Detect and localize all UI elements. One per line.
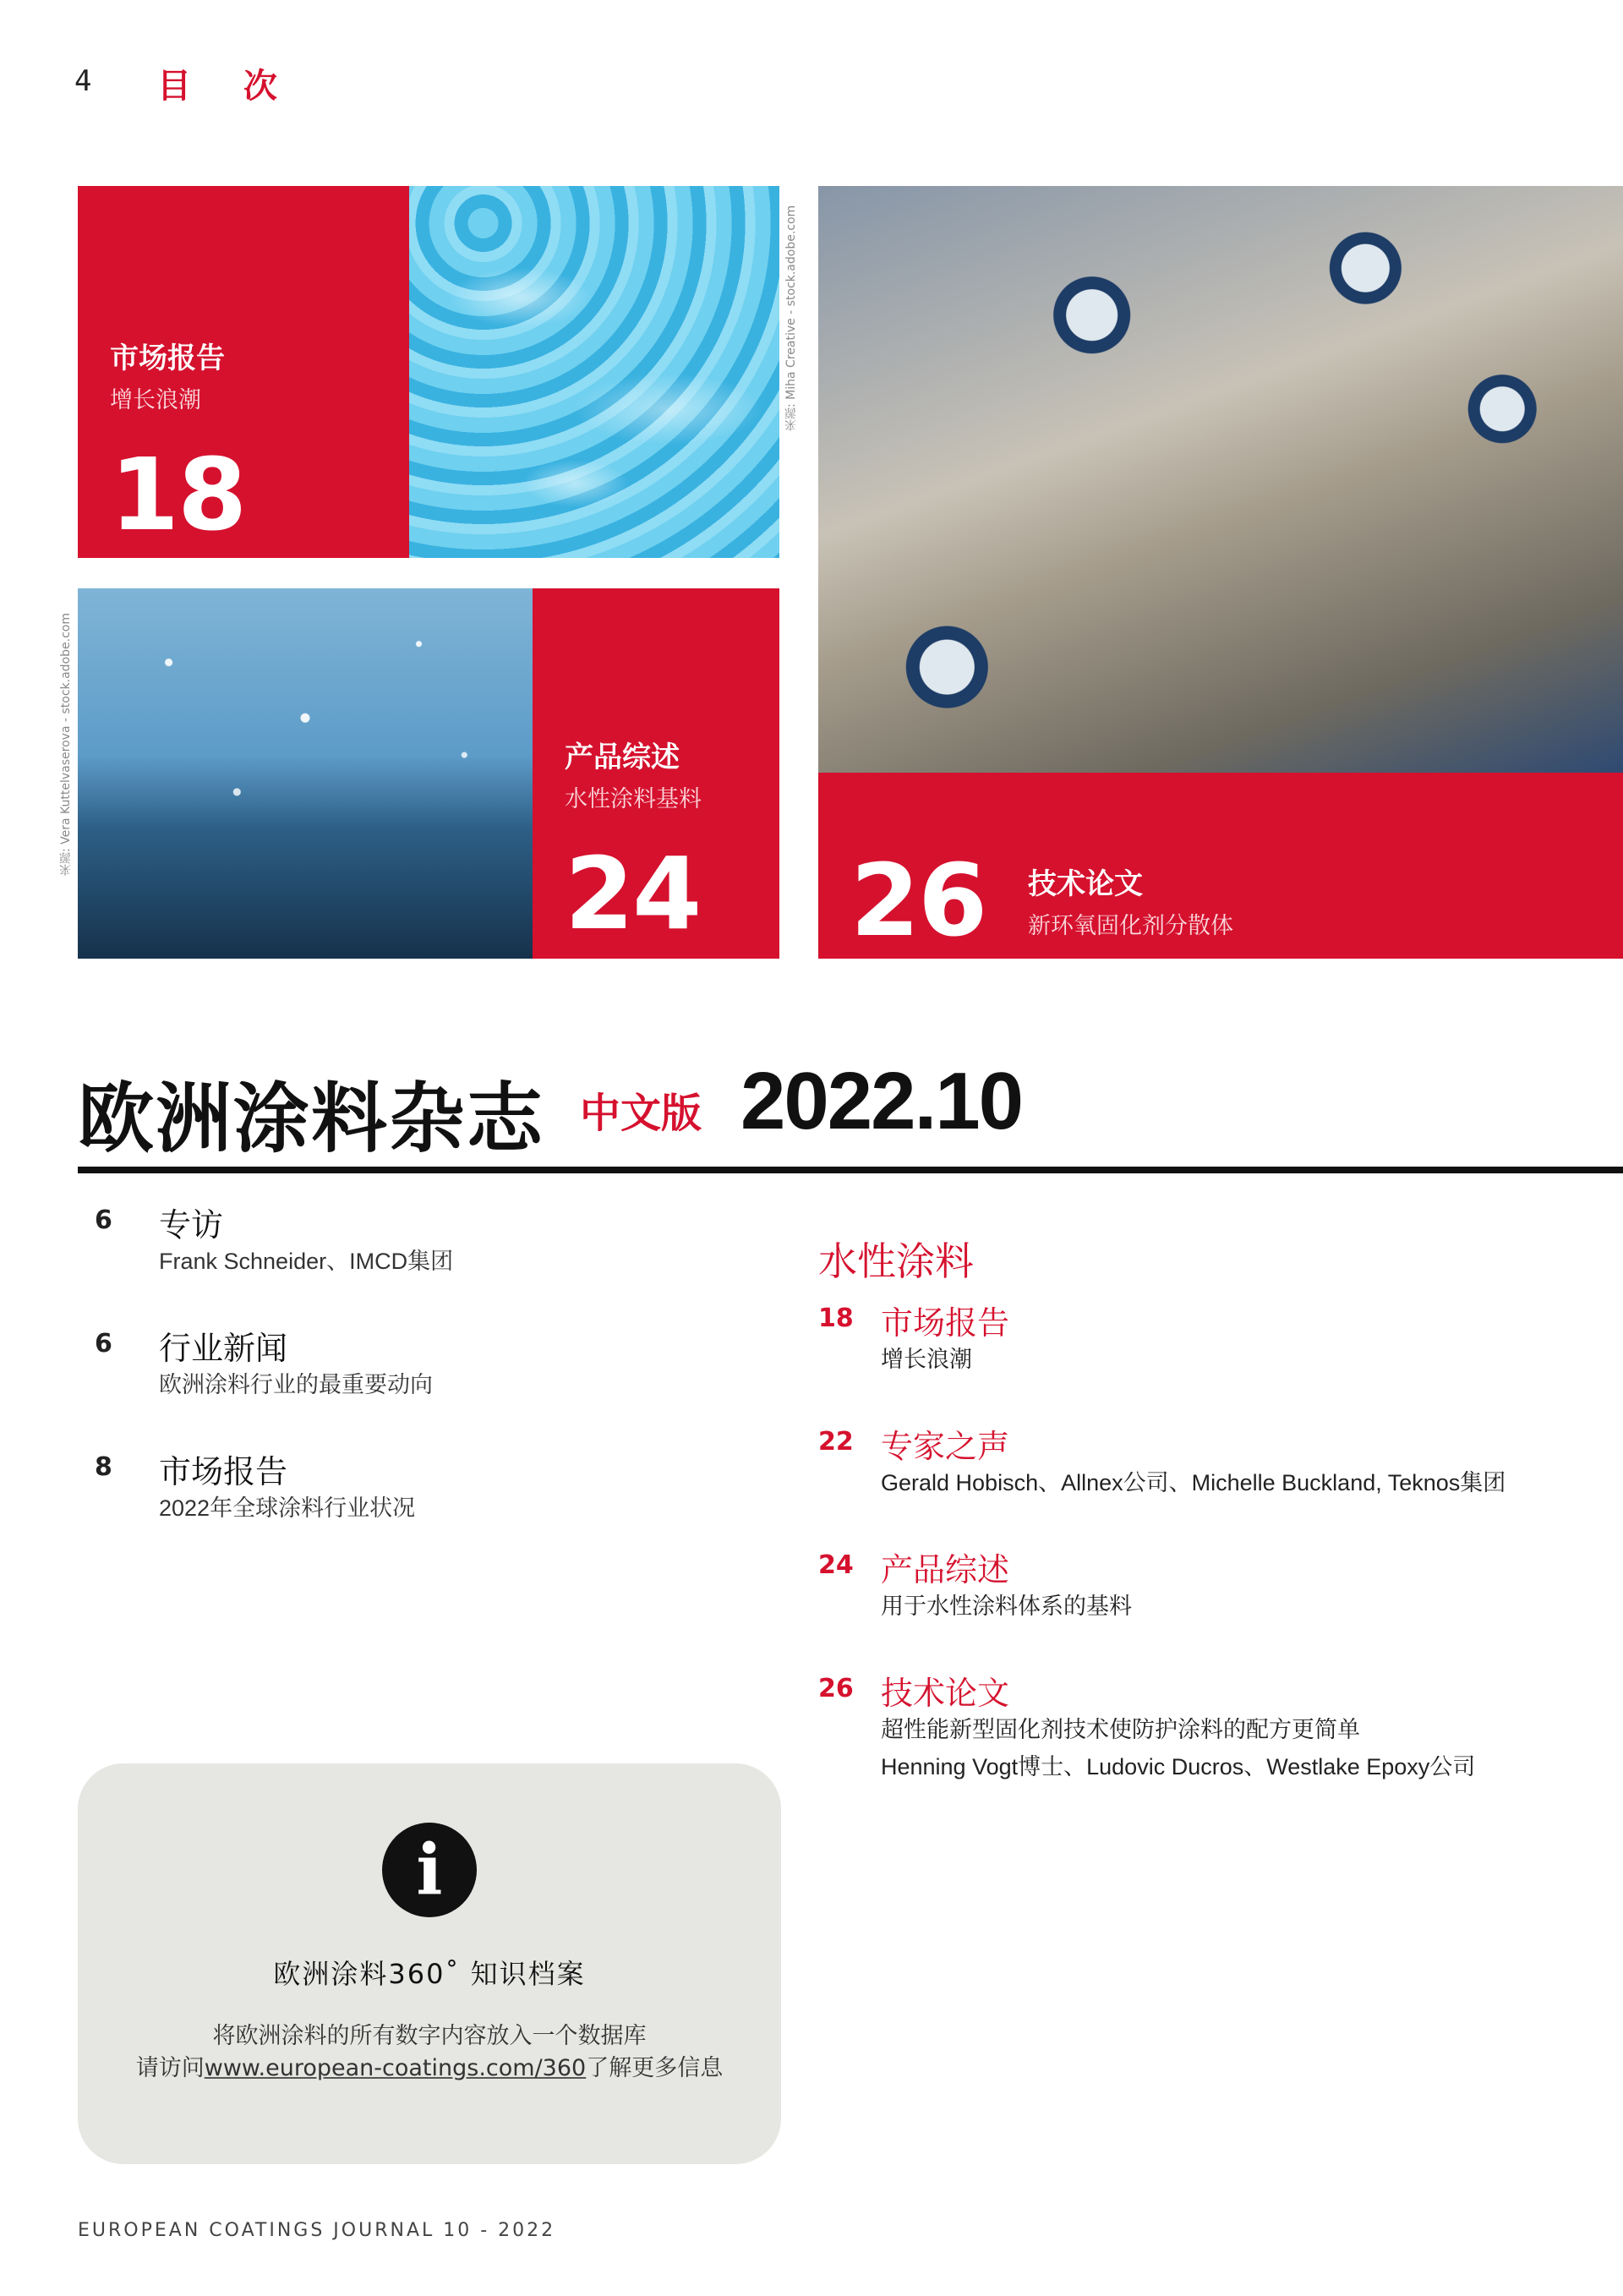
waterborne-section-title: 水性涂料 bbox=[818, 1238, 974, 1284]
tile-page-number: 26 bbox=[850, 842, 986, 959]
toc-description: Gerald Hobisch、Allnex公司、Michelle Buckland, Teknos集团 bbox=[881, 1470, 1506, 1495]
image-credit: 来源: Miha Creative - stock.adobe.com bbox=[784, 205, 798, 431]
water-ripple-image bbox=[409, 186, 779, 558]
toc-authors: Henning Vogt博士、Ludovic Ducros、Westlake Epoxy公司 bbox=[881, 1754, 1476, 1779]
toc-heading: 市场报告 bbox=[159, 1453, 288, 1490]
technical-paper-tile[interactable] bbox=[818, 773, 1623, 959]
pipe-flange-image bbox=[818, 186, 1623, 773]
visit-prefix: 请访问 bbox=[135, 2055, 205, 2081]
toc-page-number: 24 bbox=[818, 1550, 854, 1580]
toc-page-number: 26 bbox=[818, 1674, 854, 1703]
masthead-rule bbox=[78, 1167, 1623, 1173]
toc-heading: 专访 bbox=[159, 1206, 224, 1244]
toc-page-number: 22 bbox=[818, 1427, 854, 1457]
market-report-tile[interactable] bbox=[78, 186, 409, 558]
archive-description: 将欧洲涂料的所有数字内容放入一个数据库 bbox=[212, 2023, 647, 2049]
info-icon: i bbox=[382, 1823, 477, 1917]
tile-subheading: 增长浪潮 bbox=[110, 387, 201, 413]
edition-label: 中文版 bbox=[580, 1090, 702, 1137]
issue-date: 2022.10 bbox=[740, 1056, 1023, 1146]
image-credit: 来源: Vera Kuttelvaserova - stock.adobe.com bbox=[59, 613, 73, 876]
toc-heading: 技术论文 bbox=[881, 1675, 1010, 1712]
toc-description: 欧洲涂料行业的最重要动向 bbox=[159, 1372, 433, 1397]
toc-description: 2022年全球涂料行业状况 bbox=[159, 1495, 416, 1521]
magazine-title: 欧洲涂料杂志 bbox=[78, 1074, 544, 1163]
journal-footer: EUROPEAN COATINGS JOURNAL 10 - 2022 bbox=[78, 2220, 556, 2241]
toc-page-number: 8 bbox=[95, 1452, 112, 1482]
tile-heading: 技术论文 bbox=[1028, 867, 1143, 901]
toc-description: Frank Schneider、IMCD集团 bbox=[159, 1249, 454, 1274]
tile-heading: 市场报告 bbox=[110, 342, 225, 375]
product-overview-tile[interactable] bbox=[533, 588, 779, 959]
tile-subheading: 水性涂料基料 bbox=[565, 786, 702, 812]
tile-page-number: 24 bbox=[565, 835, 701, 952]
section-title: 目 次 bbox=[157, 67, 298, 106]
rain-drops-image bbox=[78, 588, 533, 959]
toc-heading: 市场报告 bbox=[881, 1304, 1010, 1342]
toc-page-number: 18 bbox=[818, 1304, 854, 1333]
toc-page-number: 6 bbox=[95, 1329, 112, 1358]
tile-subheading: 新环氧固化剂分散体 bbox=[1028, 913, 1233, 939]
archive-link[interactable]: www.european-coatings.com/360 bbox=[204, 2055, 587, 2081]
archive-visit-line bbox=[78, 2049, 781, 2082]
archive-title: 欧洲涂料360˚ 知识档案 bbox=[273, 1958, 586, 1990]
toc-description: 增长浪潮 bbox=[881, 1347, 972, 1372]
toc-heading: 行业新闻 bbox=[159, 1330, 288, 1367]
tile-page-number: 18 bbox=[110, 436, 246, 553]
visit-suffix: 了解更多信息 bbox=[586, 2055, 724, 2081]
toc-page-number: 6 bbox=[95, 1205, 112, 1235]
page-number: 4 bbox=[74, 64, 92, 98]
toc-heading: 产品综述 bbox=[881, 1551, 1010, 1588]
toc-heading: 专家之声 bbox=[881, 1428, 1010, 1465]
toc-description: 超性能新型固化剂技术使防护涂料的配方更简单 bbox=[881, 1717, 1360, 1742]
tile-heading: 产品综述 bbox=[565, 741, 680, 774]
toc-description: 用于水性涂料体系的基料 bbox=[881, 1594, 1132, 1619]
